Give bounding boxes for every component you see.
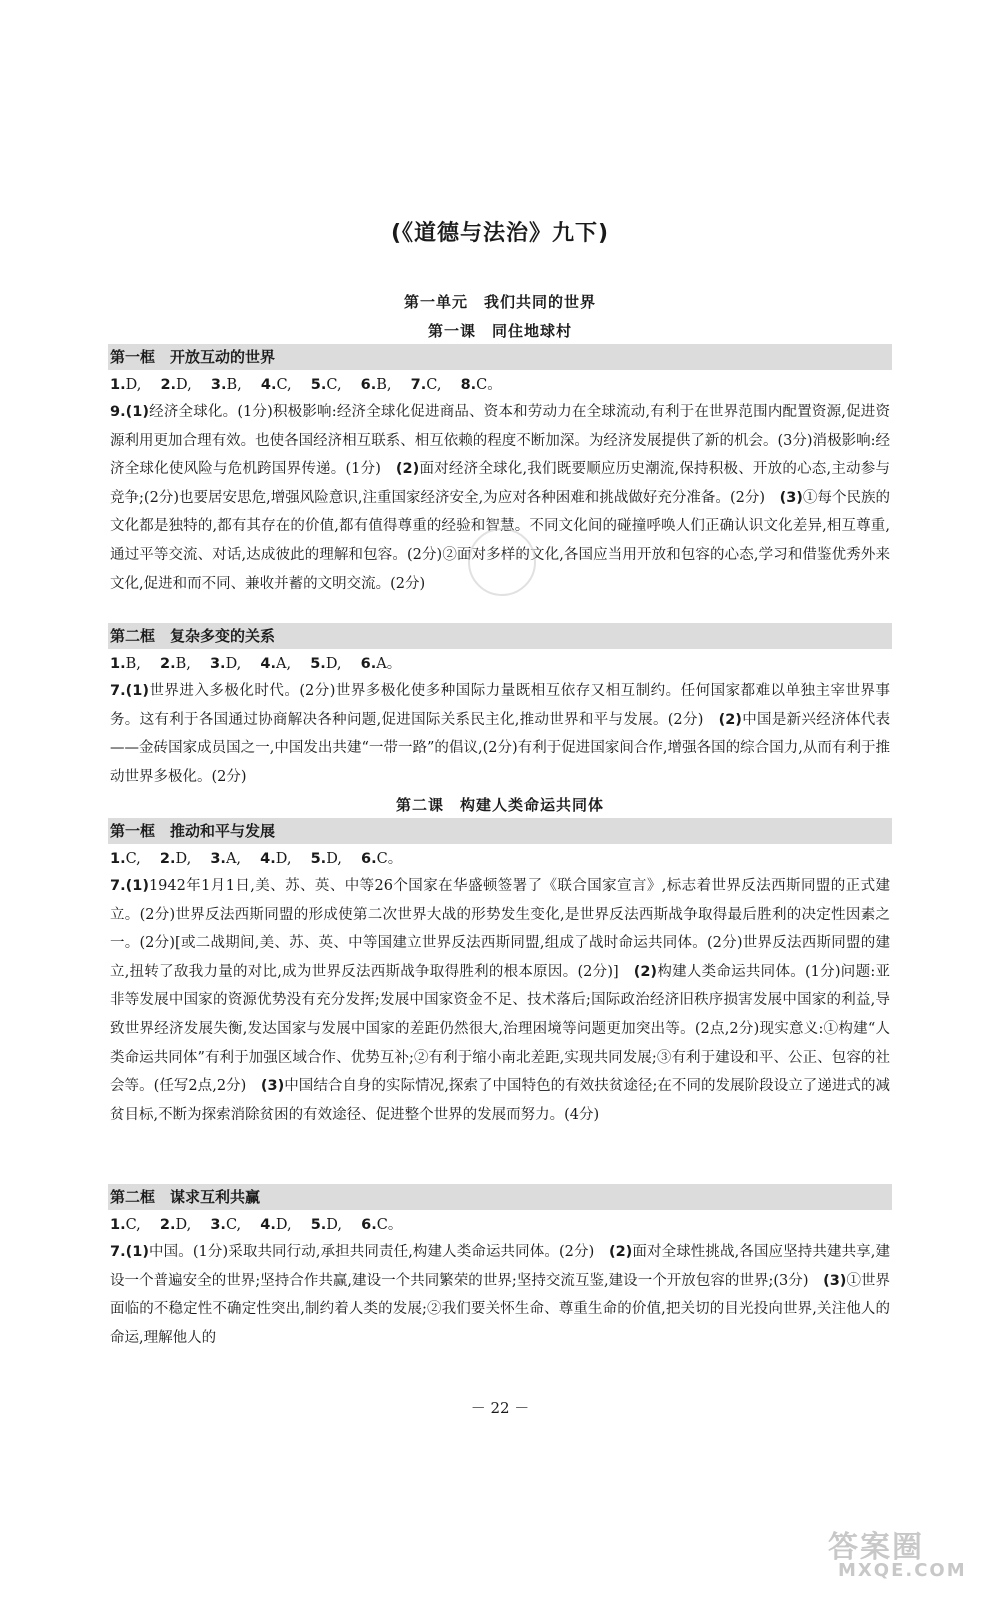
mc-answer-letter: C, <box>276 377 292 393</box>
part-marker: (1) <box>125 878 149 894</box>
mc-answer-item <box>311 1217 342 1233</box>
mc-question-number: 3. <box>210 377 227 393</box>
mc-answer-letter: D, <box>275 1217 292 1233</box>
mc-answers-l2f2 <box>110 1211 890 1239</box>
answer-text: 世界进入多极化时代。(2分)世界多极化使多种国际力量既相互依存又相互制约。任何国家都难以单独主宰世界事务。这有利于各国通过协商解决各种问题,促进国际关系民主化,推动世界和平与发展。(2分) <box>110 683 890 728</box>
part-marker: (1) <box>125 683 149 699</box>
stamp-mark <box>468 528 536 596</box>
mc-question-number: 3. <box>210 1217 226 1233</box>
mc-answer-item <box>411 377 442 393</box>
answer-l2f1-q7 <box>110 872 890 1129</box>
mc-answer-letter: C, <box>326 377 342 393</box>
frame-heading-l2f2: 第二框 谋求互利共赢 <box>108 1184 892 1210</box>
mc-answer-letter: C, <box>125 851 141 867</box>
mc-answer-item <box>260 656 291 672</box>
mc-question-number: 2. <box>159 1217 176 1233</box>
watermark-main-text: 答案圈 <box>828 1530 924 1565</box>
mc-question-number: 1. <box>110 851 126 867</box>
question-number: 7. <box>110 683 126 699</box>
mc-answer-letter: D, <box>175 1217 192 1233</box>
mc-answer-item <box>110 656 141 672</box>
part-marker: (3) <box>823 1272 847 1289</box>
mc-answer-item <box>461 377 502 393</box>
mc-answer-item <box>110 1217 141 1233</box>
part-marker: (1) <box>125 1244 149 1260</box>
watermark-sub-text: MXQE.COM <box>838 1560 967 1581</box>
question-number: 7. <box>110 878 126 894</box>
mc-answer-letter: D, <box>325 656 342 672</box>
unit-heading: 第一单元 我们共同的世界 <box>403 293 596 311</box>
mc-question-number: 5. <box>310 851 327 867</box>
mc-answer-item <box>361 1217 402 1233</box>
mc-question-number: 2. <box>159 656 176 672</box>
answer-text: ①每个民族的文化都是独特的,都有其存在的价值,都有值得尊重的经验和智慧。不同文化间的碰撞呼唤人们正确认识文化差异,相互尊重,通过平等交流、对话,达成彼此的理解和包容。(2分)②面对多样的文化,各国应当用开放和包容的心态,学习和借鉴优秀外来文化,促进和而不同、兼收并蓄的文明交流。(2分) <box>110 489 890 592</box>
mc-question-number: 1. <box>110 1217 126 1233</box>
mc-answer-item <box>211 377 242 393</box>
mc-answer-item <box>361 656 402 672</box>
frame-heading-l1f2: 第二框 复杂多变的关系 <box>108 623 892 649</box>
mc-answer-item <box>310 656 341 672</box>
answer-text: 构建人类命运共同体。(1分)问题:亚非等发展中国家的资源优势没有充分发挥;发展中国家资金不足、技术落后;国际政治经济旧秩序损害发展中国家的利益,导致世界经济发展失衡,发达国家与发展中国家的差距仍然很大,治理困境等问题更加突出等。(2点,2分)现实意义:①构建“人类命运共同体”有利于加强区域合作、优势互补;②有利于缩小南北差距,实现共同发展;③有利于建设和平、公正、包容的社会等。(任写2点,2分) <box>110 963 890 1095</box>
frame-heading-l2f1: 第一框 推动和平与发展 <box>108 818 892 844</box>
mc-answer-letter: A, <box>276 656 292 672</box>
mc-answer-letter: C, <box>225 1217 242 1233</box>
answer-text: 面对经济全球化,我们既要顺应历史潮流,保持积极、开放的心态,主动参与竞争;(2分)也要居安思危,增强风险意识,注重国家经济安全,为应对各种困难和挑战做好充分准备。(2分) <box>110 461 890 506</box>
mc-answers-l1f1 <box>110 371 890 399</box>
mc-question-number: 5. <box>310 656 326 672</box>
part-marker: (2) <box>608 1244 633 1260</box>
mc-answer-letter: B, <box>175 656 191 672</box>
question-number: 9. <box>110 404 126 420</box>
mc-question-number: 2. <box>160 377 177 393</box>
mc-answer-letter: C。 <box>376 1217 403 1233</box>
mc-answer-letter: C。 <box>376 851 403 867</box>
mc-answer-item <box>311 851 342 867</box>
mc-answer-item <box>160 1217 191 1233</box>
answer-text: 1942年1月1日,美、苏、英、中等26个国家在华盛顿签署了《联合国家宣言》,标志着世界反法西斯同盟的正式建立。(2分)世界反法西斯同盟的形成使第二次世界大战的形势发生变化,是世界反法西斯战争取得最后胜利的决定性因素之一。(2分)[或二战期间,美、苏、英、中等国建立世界反法西斯同盟,组成了战时命运共同体。(2分)世界反法西斯同盟的建立,扭转了敌我力量的对比,成为世界反法西斯战争取得胜利的根本原因。(2分)] <box>110 878 890 980</box>
part-marker: (2) <box>395 461 420 478</box>
mc-answer-letter: D, <box>275 851 292 867</box>
mc-answer-letter: D, <box>225 656 242 672</box>
mc-answer-item <box>160 656 191 672</box>
mc-answer-item <box>110 851 141 867</box>
mc-answer-item <box>160 377 191 393</box>
mc-answer-item <box>361 377 392 393</box>
mc-question-number: 4. <box>260 1217 276 1233</box>
mc-answer-letter: D, <box>125 377 142 393</box>
mc-answer-letter: C, <box>125 1217 141 1233</box>
mc-answers-l1f2 <box>110 650 890 678</box>
mc-answer-item <box>311 377 342 393</box>
answer-text: 中国是新兴经济体代表——金砖国家成员国之一,中国发出共建“一带一路”的倡议,(2分)有利于促进国家间合作,增强各国的综合国力,从而有利于推动世界多极化。(2分) <box>110 711 890 785</box>
mc-question-number: 6. <box>361 1217 377 1233</box>
part-marker: (1) <box>125 404 149 420</box>
answer-l2f2-q7 <box>110 1238 890 1352</box>
mc-question-number: 6. <box>361 851 377 867</box>
mc-answer-item <box>260 851 291 867</box>
mc-answer-letter: D, <box>175 851 192 867</box>
mc-answer-letter: B, <box>226 377 242 393</box>
mc-answer-item <box>361 851 402 867</box>
mc-answer-letter: D, <box>326 1217 343 1233</box>
answer-text: ①世界面临的不稳定性不确定性突出,制约着人类的发展;②我们要关怀生命、尊重生命的价值,把关切的目光投向世界,关注他人的命运,理解他人的 <box>110 1272 891 1346</box>
part-marker: (3) <box>779 489 803 506</box>
mc-answer-letter: C。 <box>476 377 502 393</box>
page-number: － 22 － <box>470 1399 530 1417</box>
part-marker: (2) <box>633 963 658 980</box>
lesson-2-heading: 第二课 构建人类命运共同体 <box>395 796 604 814</box>
mc-answer-letter: D, <box>326 851 342 867</box>
question-number: 7. <box>110 1244 126 1260</box>
mc-answer-letter: B, <box>125 656 141 672</box>
answer-l1f2-q7 <box>110 677 890 791</box>
answer-text: 经济全球化。(1分)积极影响:经济全球化促进商品、资本和劳动力在全球流动,有利于在世界范围内配置资源,促进资源利用更加合理有效。也使各国经济相互联系、相互依赖的程度不断加深。为经济发展提供了新的机会。(3分)消极影响:经济全球化使风险与危机跨国界传递。(1分) <box>110 404 890 478</box>
mc-question-number: 3. <box>210 851 226 867</box>
mc-question-number: 8. <box>460 377 477 393</box>
mc-question-number: 4. <box>260 851 276 867</box>
mc-answers-l2f1 <box>110 845 890 873</box>
mc-question-number: 7. <box>410 377 427 393</box>
lesson-1-heading: 第一课 同住地球村 <box>427 322 572 340</box>
mc-question-number: 5. <box>310 1217 327 1233</box>
mc-question-number: 4. <box>260 656 277 672</box>
mc-answer-item <box>210 1217 241 1233</box>
mc-answer-item <box>160 851 191 867</box>
mc-question-number: 6. <box>360 377 377 393</box>
mc-question-number: 4. <box>260 377 277 393</box>
mc-question-number: 1. <box>110 377 126 393</box>
mc-answer-letter: D, <box>176 377 192 393</box>
mc-answer-item <box>210 656 241 672</box>
mc-answer-letter: C, <box>426 377 442 393</box>
watermark-logo <box>828 1522 978 1586</box>
mc-question-number: 1. <box>110 656 126 672</box>
mc-question-number: 2. <box>159 851 176 867</box>
answer-text: 面对全球性挑战,各国应坚持共建共享,建设一个普遍安全的世界;坚持合作共赢,建设一个共同繁荣的世界;坚持交流互鉴,建设一个开放包容的世界;(3分) <box>110 1244 890 1289</box>
mc-answer-item <box>260 1217 291 1233</box>
mc-question-number: 5. <box>310 377 327 393</box>
mc-answer-letter: A。 <box>376 656 402 672</box>
page-title: (《道德与法治》九下) <box>390 221 610 246</box>
part-marker: (3) <box>260 1078 285 1095</box>
mc-answer-letter: B, <box>376 377 392 393</box>
mc-answer-letter: A, <box>225 851 242 867</box>
mc-answer-item <box>210 851 241 867</box>
mc-answer-item <box>261 377 292 393</box>
part-marker: (2) <box>718 711 742 728</box>
answer-text: 中国结合自身的实际情况,探索了中国特色的有效扶贫途径;在不同的发展阶段设立了递进式的减贫目标,不断为探索消除贫困的有效途径、促进整个世界的发展而努力。(4分) <box>110 1078 890 1123</box>
frame-heading-l1f1: 第一框 开放互动的世界 <box>108 344 892 370</box>
mc-question-number: 3. <box>209 656 226 672</box>
mc-question-number: 6. <box>360 656 377 672</box>
answer-text: 中国。(1分)采取共同行动,承担共同责任,构建人类命运共同体。(2分) <box>148 1244 609 1260</box>
mc-answer-item <box>110 377 141 393</box>
